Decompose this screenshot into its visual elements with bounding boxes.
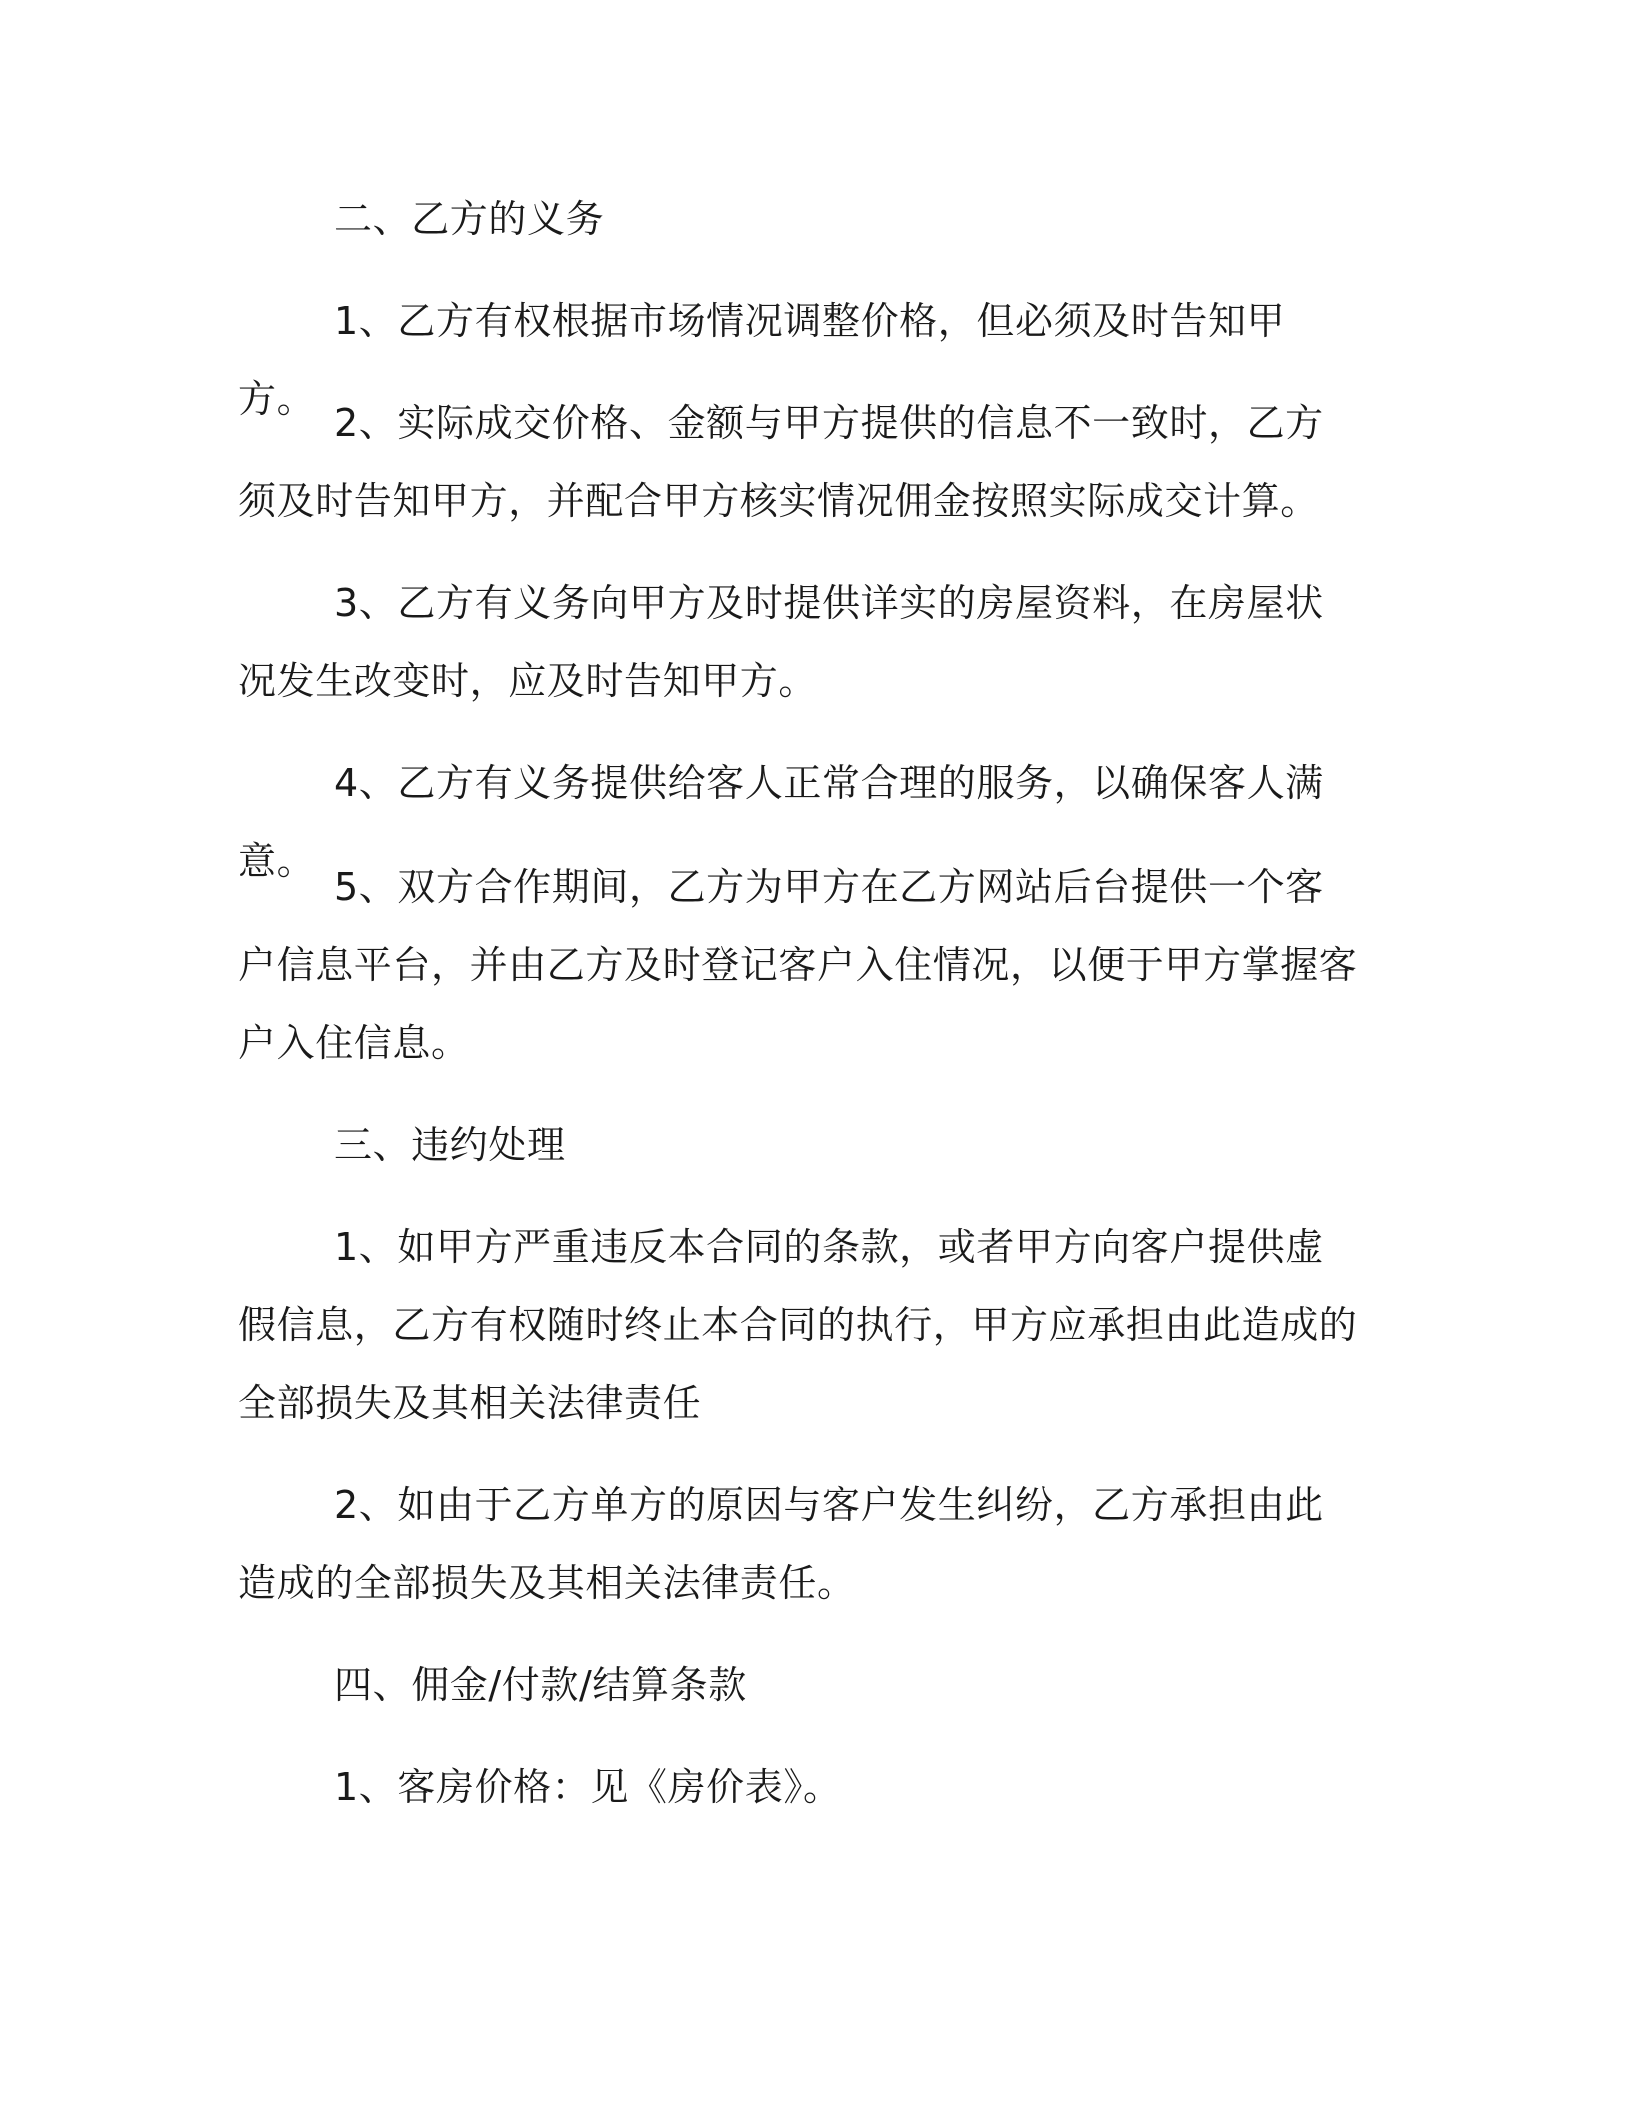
section-heading-obligations: 二、乙方的义务 [334,197,605,241]
breach-item-1: 1、如甲方严重违反本合同的条款，或者甲方向客户提供虚假信息，乙方有权随时终止本合同的执行，甲方应承担由此造成的全部损失及其相关法律责任 [238,1225,1358,1425]
section-heading-commission: 四、佣金/付款/结算条款 [334,1663,747,1707]
obligation-item-4: 4、乙方有义务提供给客人正常合理的服务，以确保客人满意。 [238,761,1324,883]
obligation-item-3: 3、乙方有义务向甲方及时提供详实的房屋资料，在房屋状况发生改变时，应及时告知甲方。 [238,581,1324,703]
breach-item-2: 2、如由于乙方单方的原因与客户发生纠纷，乙方承担由此造成的全部损失及其相关法律责任。 [238,1483,1324,1605]
section-heading-breach: 三、违约处理 [334,1123,566,1167]
obligation-item-2: 2、实际成交价格、金额与甲方提供的信息不一致时，乙方须及时告知甲方，并配合甲方核实情况佣金按照实际成交计算。 [238,401,1324,523]
commission-item-1: 1、客房价格：见《房价表》。 [334,1765,842,1809]
obligation-item-1: 1、乙方有权根据市场情况调整价格，但必须及时告知甲方。 [238,299,1286,421]
obligation-item-5: 5、双方合作期间，乙方为甲方在乙方网站后台提供一个客户信息平台，并由乙方及时登记客户入住情况，以便于甲方掌握客户入住信息。 [238,865,1358,1065]
